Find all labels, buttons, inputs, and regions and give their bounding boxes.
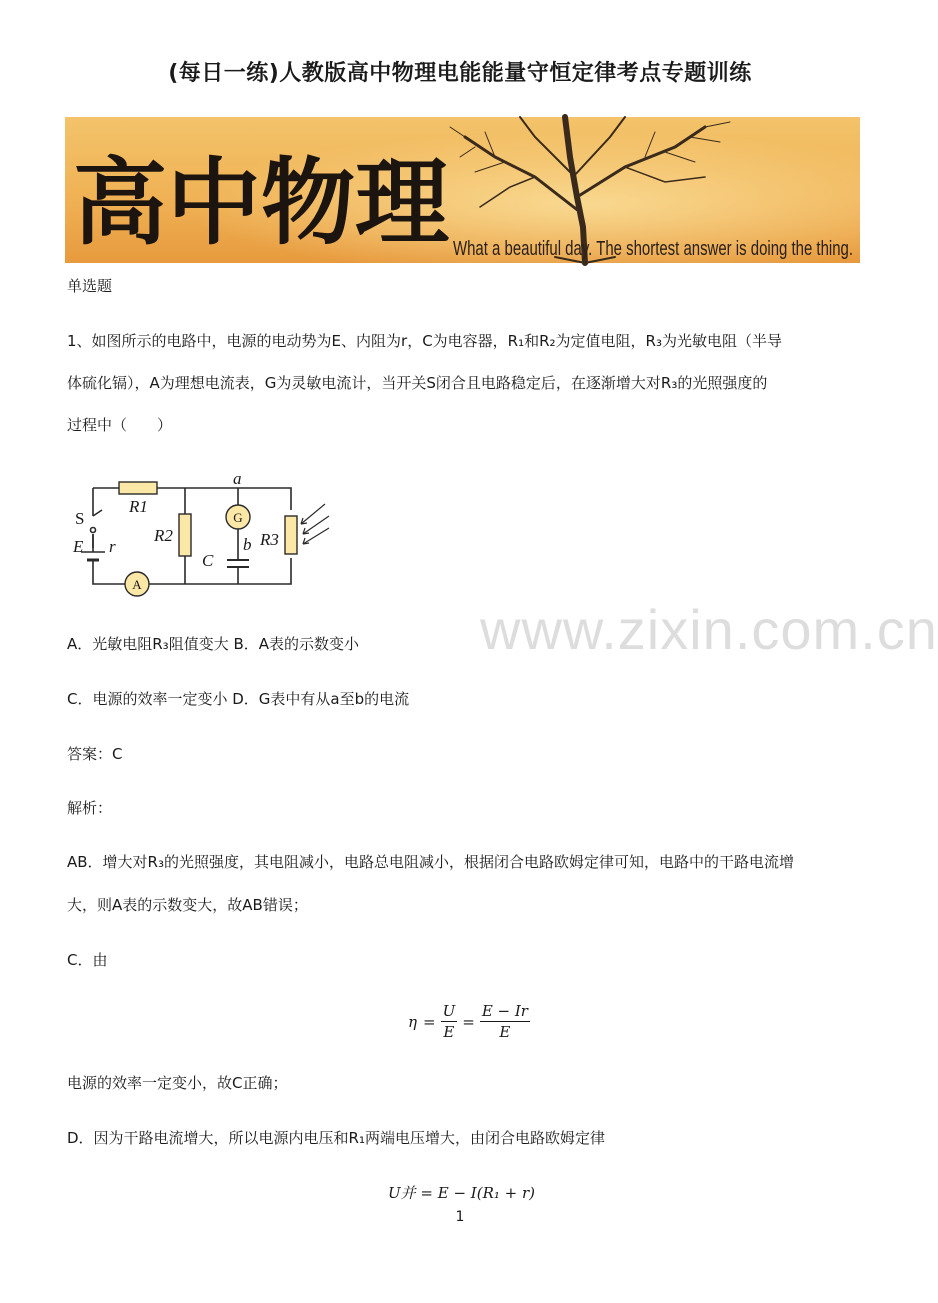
question-line-2: 体硫化镉），A为理想电流表，G为灵敏电流计，当开关S闭合且电路稳定后，在逐渐增大对R₃的光照强度的 bbox=[67, 374, 768, 392]
document-title: (每日一练)人教版高中物理电能能量守恒定律考点专题训练 bbox=[168, 61, 752, 86]
label-r3: R3 bbox=[260, 530, 279, 549]
analysis-d-line: D．因为干路电流增大，所以电源内电压和R₁两端电压增大，由闭合电路欧姆定律 bbox=[67, 1129, 605, 1147]
options-line-2: C．电源的效率一定变小 D．G表中有从a至b的电流 bbox=[67, 690, 410, 708]
options-line-1: A．光敏电阻R₃阻值变大 B．A表的示数变小 bbox=[67, 635, 360, 653]
label-e: E bbox=[73, 537, 84, 556]
question-line-3: 过程中（ ） bbox=[67, 416, 173, 434]
analysis-c-intro: C．由 bbox=[67, 951, 108, 969]
resistor-r1 bbox=[119, 482, 157, 494]
label-c: C bbox=[202, 551, 214, 570]
analysis-ab-line-1: AB．增大对R₃的光照强度，其电阻减小，电路总电阻减小，根据闭合电路欧姆定律可知，电路中的干路电流增 bbox=[67, 853, 794, 871]
label-a: a bbox=[233, 469, 242, 488]
label-r2: R2 bbox=[154, 526, 173, 545]
voltage-formula: U并 = E − I(R₁ + r) bbox=[388, 1184, 536, 1202]
resistor-r2 bbox=[179, 514, 191, 556]
analysis-label: 解析： bbox=[67, 799, 113, 817]
efficiency-formula: η = $\frac{U}{E}$ = $\frac{E - Ir}{E}$ bbox=[408, 1002, 528, 1041]
section-label: 单选题 bbox=[67, 277, 113, 295]
label-r: r bbox=[109, 537, 116, 556]
circuit-diagram bbox=[67, 468, 337, 607]
watermark: www.zixin.com.cn bbox=[480, 598, 938, 661]
resistor-r3 bbox=[285, 516, 297, 554]
label-s: S bbox=[75, 509, 85, 528]
svg-text:G: G bbox=[233, 510, 243, 525]
banner-heading: 高中物理 bbox=[73, 148, 450, 258]
battery bbox=[81, 534, 105, 568]
svg-text:A: A bbox=[132, 577, 142, 592]
analysis-c-conclusion: 电源的效率一定变小，故C正确； bbox=[67, 1074, 288, 1092]
label-r1: R1 bbox=[129, 497, 148, 516]
banner-image bbox=[65, 117, 860, 263]
capacitor-c bbox=[227, 560, 249, 567]
light-arrows bbox=[301, 504, 329, 544]
question-line-1: 1、如图所示的电路中，电源的电动势为E、内阻为r，C为电容器，R₁和R₂为定值电阻，R₃为光敏电阻（半导 bbox=[67, 332, 782, 350]
page-number: 1 bbox=[455, 1209, 465, 1225]
label-b: b bbox=[243, 535, 252, 554]
answer: 答案：C bbox=[67, 745, 123, 763]
banner-slogan: What a beautiful day. The shortest answer is doing the thing. bbox=[453, 238, 853, 260]
analysis-ab-line-2: 大，则A表的示数变大，故AB错误； bbox=[67, 896, 308, 914]
